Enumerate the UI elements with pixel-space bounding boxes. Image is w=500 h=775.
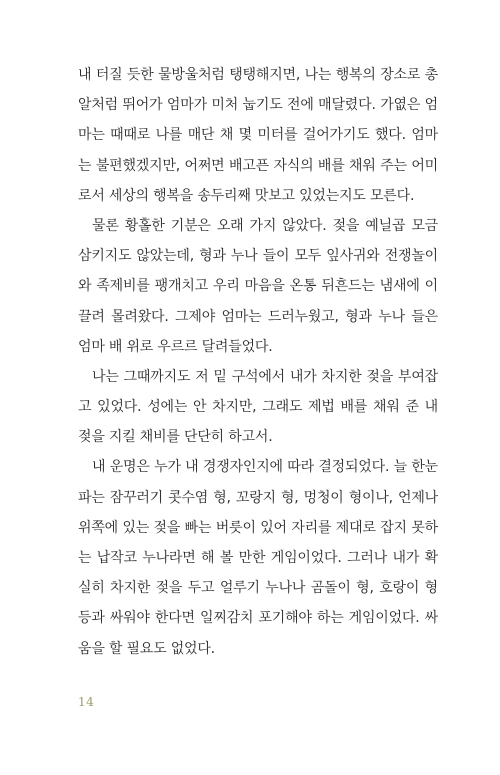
paragraph [78,362,438,453]
text-line: 나는 그때까지도 저 밑 구석에서 내가 차지한 젖을 부여잡 [92,368,438,385]
text-line: 끌려 몰려왔다. 그제야 엄마는 드러누웠고, 형과 누나 들은 [78,308,438,325]
text-line: 는 불편했겠지만, 어쩌면 배고픈 자식의 배를 채워 주는 어미 [78,157,438,174]
text-line: 젖을 지킬 채비를 단단히 하고서. [78,429,273,446]
paragraph [78,211,438,362]
text-line: 는 납작코 누나라면 해 볼 만한 게임이었다. 그러나 내가 확 [78,550,438,566]
text-line: 로서 세상의 행복을 송두리째 맛보고 있었는지도 모른다. [78,187,415,204]
text-line: 알처럼 뛰어가 엄마가 미처 눕기도 전에 매달렸다. 가엾은 엄 [78,97,438,114]
text-line: 실히 차지한 젖을 두고 얼루기 누나나 곰돌이 형, 호랑이 형 [78,580,438,597]
text-line: 파는 잠꾸러기 콧수염 형, 꼬랑지 형, 멍청이 형이나, 언제나 [78,489,438,506]
text-line: 등과 싸워야 한다면 일찌감치 포기해야 하는 게임이었다. 싸 [78,610,438,627]
text-line: 삼키지도 않았는데, 형과 누나 들이 모두 잎사귀와 전쟁놀이 [78,248,438,265]
text-line: 내 터질 듯한 물방울처럼 탱탱해지면, 나는 행복의 장소로 총 [78,67,438,83]
paragraph [78,452,438,663]
text-line: 물론 황홀한 기분은 오래 가지 않았다. 젖을 예닐곱 모금 [92,217,438,234]
text-line: 움을 할 필요도 없었다. [78,640,215,657]
text-line: 마는 때때로 나를 매단 채 몇 미터를 걸어가기도 했다. 엄마 [78,127,438,144]
page-number: 14 [78,695,95,709]
text-line: 내 운명은 누가 내 경쟁자인지에 따라 결정되었다. 늘 한눈 [92,459,438,476]
text-line: 고 있었다. 성에는 안 차지만, 그래도 제법 배를 채워 준 내 [78,399,438,416]
text-line: 위쪽에 있는 젖을 빠는 버릇이 있어 자리를 제대로 잡지 못하 [78,519,438,536]
text-line: 엄마 배 위로 우르르 달려들었다. [78,338,273,355]
text-line: 와 족제비를 팽개치고 우리 마음을 온통 뒤흔드는 냄새에 이 [78,278,438,295]
body-text [78,60,438,664]
paragraph [78,60,438,211]
